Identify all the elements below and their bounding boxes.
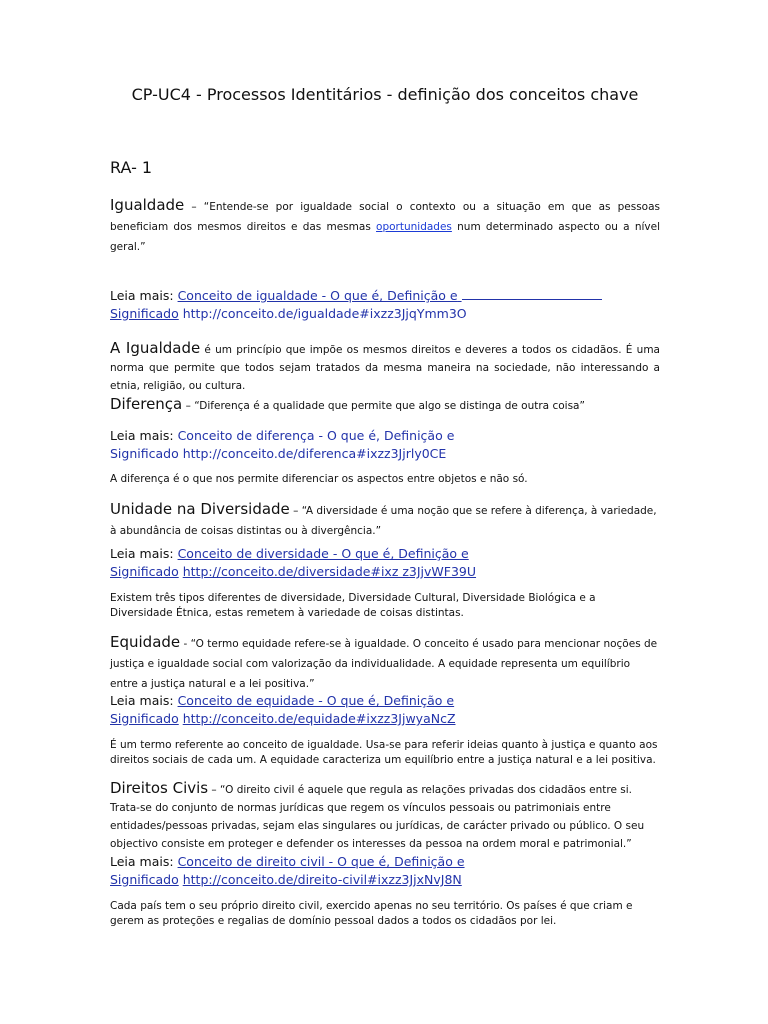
term-unidade-diversidade: Unidade na Diversidade bbox=[110, 500, 290, 518]
definition-igualdade bbox=[110, 196, 660, 256]
source-title-link[interactable]: Conceito de igualdade - O que é, Definição e bbox=[178, 288, 602, 303]
source-title-link-cont[interactable]: Significado bbox=[110, 711, 179, 726]
read-more-diversidade bbox=[110, 545, 660, 581]
term-igualdade: Igualdade bbox=[110, 196, 185, 214]
explanation-diferenca: A diferença é o que nos permite diferenciar os aspectos entre objetos e não só. bbox=[110, 473, 528, 485]
source-title-link[interactable]: Conceito de direito civil - O que é, Definição e bbox=[177, 854, 465, 869]
read-more-label: Leia mais: bbox=[110, 288, 174, 303]
source-url-link[interactable]: http://conceito.de/equidade#ixzz3JjwyaNcZ bbox=[182, 711, 456, 726]
source-title-link[interactable]: Conceito de diferença - O que é, Definição e bbox=[177, 428, 455, 443]
source-url-link[interactable]: http://conceito.de/igualdade#ixzz3JjqYmm3O bbox=[182, 306, 467, 321]
source-url-link[interactable]: http://conceito.de/diversidade#ixz z3JjvWF39U bbox=[182, 564, 477, 579]
term-dash: – bbox=[289, 505, 302, 517]
read-more-label: Leia mais: bbox=[110, 546, 174, 561]
source-title-link[interactable]: Conceito de diversidade - O que é, Definição e bbox=[177, 546, 469, 561]
source-url-link[interactable]: http://conceito.de/direito-civil#ixzz3JjxNvJ8N bbox=[182, 872, 462, 887]
term-diferenca: Diferença bbox=[110, 395, 183, 413]
explanation-direitos-civis: Cada país tem o seu próprio direito civil, exercido apenas no seu território. Os países é que criam e gerem as proteções e regalias de domínio pessoal dados a todos os cidadãos por lei. bbox=[110, 900, 633, 927]
quote-text: “O termo equidade refere-se à igualdade. O conceito é usado para mencionar noções de justiça e igualdade social com valorização da individualidade. A equidade representa um equilíbrio entre a justiça natural e a lei positiva.” bbox=[110, 638, 658, 690]
document-title: CP-UC4 - Processos Identitários - definição dos conceitos chave bbox=[131, 85, 639, 104]
read-more-label: Leia mais: bbox=[110, 693, 174, 708]
read-more-direitos-civis bbox=[110, 853, 660, 889]
read-more-label: Leia mais: bbox=[110, 854, 174, 869]
quote-text-end: num determinado aspecto ou a nível geral.” bbox=[110, 221, 660, 253]
term-dash: – bbox=[182, 400, 195, 412]
read-more-equidade bbox=[110, 692, 660, 728]
definition-equidade bbox=[110, 633, 660, 693]
quote-text: “Diferença é a qualidade que permite que algo se distinga de outra coisa” bbox=[194, 400, 585, 412]
source-url-link[interactable]: http://conceito.de/diferenca#ixzz3Jjrly0CE bbox=[182, 446, 447, 461]
source-title-link-cont[interactable]: Significado bbox=[110, 564, 179, 579]
body-term: A Igualdade bbox=[110, 339, 201, 357]
quote-text: “A diversidade é uma noção que se refere à diferença, à variedade, à abundância de coisas distintas ou à divergência.” bbox=[110, 505, 657, 537]
source-title-link[interactable]: Conceito de equidade - O que é, Definição e bbox=[177, 693, 455, 708]
definition-diversidade bbox=[110, 500, 660, 540]
explanation-diversidade: Existem três tipos diferentes de diversidade, Diversidade Cultural, Diversidade Biológica e a Diversidade Étnica, estas remetem à variedade de coisas distintas. bbox=[110, 592, 596, 619]
term-dash: – bbox=[184, 201, 204, 213]
section-heading-ra1: RA- 1 bbox=[110, 158, 153, 177]
explanation-igualdade bbox=[110, 340, 660, 394]
source-title-link-cont[interactable]: Significado bbox=[110, 446, 179, 461]
body-text: é um princípio que impõe os mesmos direitos e deveres a todos os cidadãos. É uma norma que permite que todos sejam tratados da mesma maneira na sociedade, não interessando a etnia, religião, ou cultura. bbox=[110, 344, 660, 392]
explanation-equidade: É um termo referente ao conceito de igualdade. Usa-se para referir ideias quanto à justiça e quanto aos direitos sociais de cada um. A equidade caracteriza um equilíbrio entre a justiça natural e a lei positiva. bbox=[110, 739, 658, 766]
term-direitos-civis: Direitos Civis bbox=[110, 779, 209, 797]
read-more-diferenca bbox=[110, 427, 660, 463]
term-equidade: Equidade bbox=[110, 633, 181, 651]
definition-direitos-civis bbox=[110, 780, 660, 852]
oportunidades-link[interactable]: oportunidades bbox=[376, 221, 452, 233]
quote-text: “Entende-se por igualdade social o contexto ou a situação em que as pessoas beneficiam dos mesmos direitos e das mesmas bbox=[110, 201, 660, 233]
definition-diferenca bbox=[110, 395, 660, 415]
source-title-link-cont[interactable]: Significado bbox=[110, 872, 179, 887]
term-dash: - bbox=[180, 638, 191, 650]
read-more-label: Leia mais: bbox=[110, 428, 174, 443]
term-dash: – bbox=[208, 784, 221, 796]
read-more-igualdade bbox=[110, 287, 660, 323]
source-title-link-cont[interactable]: Significado bbox=[110, 306, 179, 321]
quote-text: “O direito civil é aquele que regula as relações privadas dos cidadãos entre si. Trata-se do conjunto de normas jurídicas que regem os vínculos pessoais ou patrimoniais entre entidades/pessoas privadas, sejam elas singulares ou jurídicas, de carácter privado ou público. O seu objectivo consiste em proteger e defender os interesses da pessoa na ordem moral e patrimonial.” bbox=[110, 784, 645, 850]
